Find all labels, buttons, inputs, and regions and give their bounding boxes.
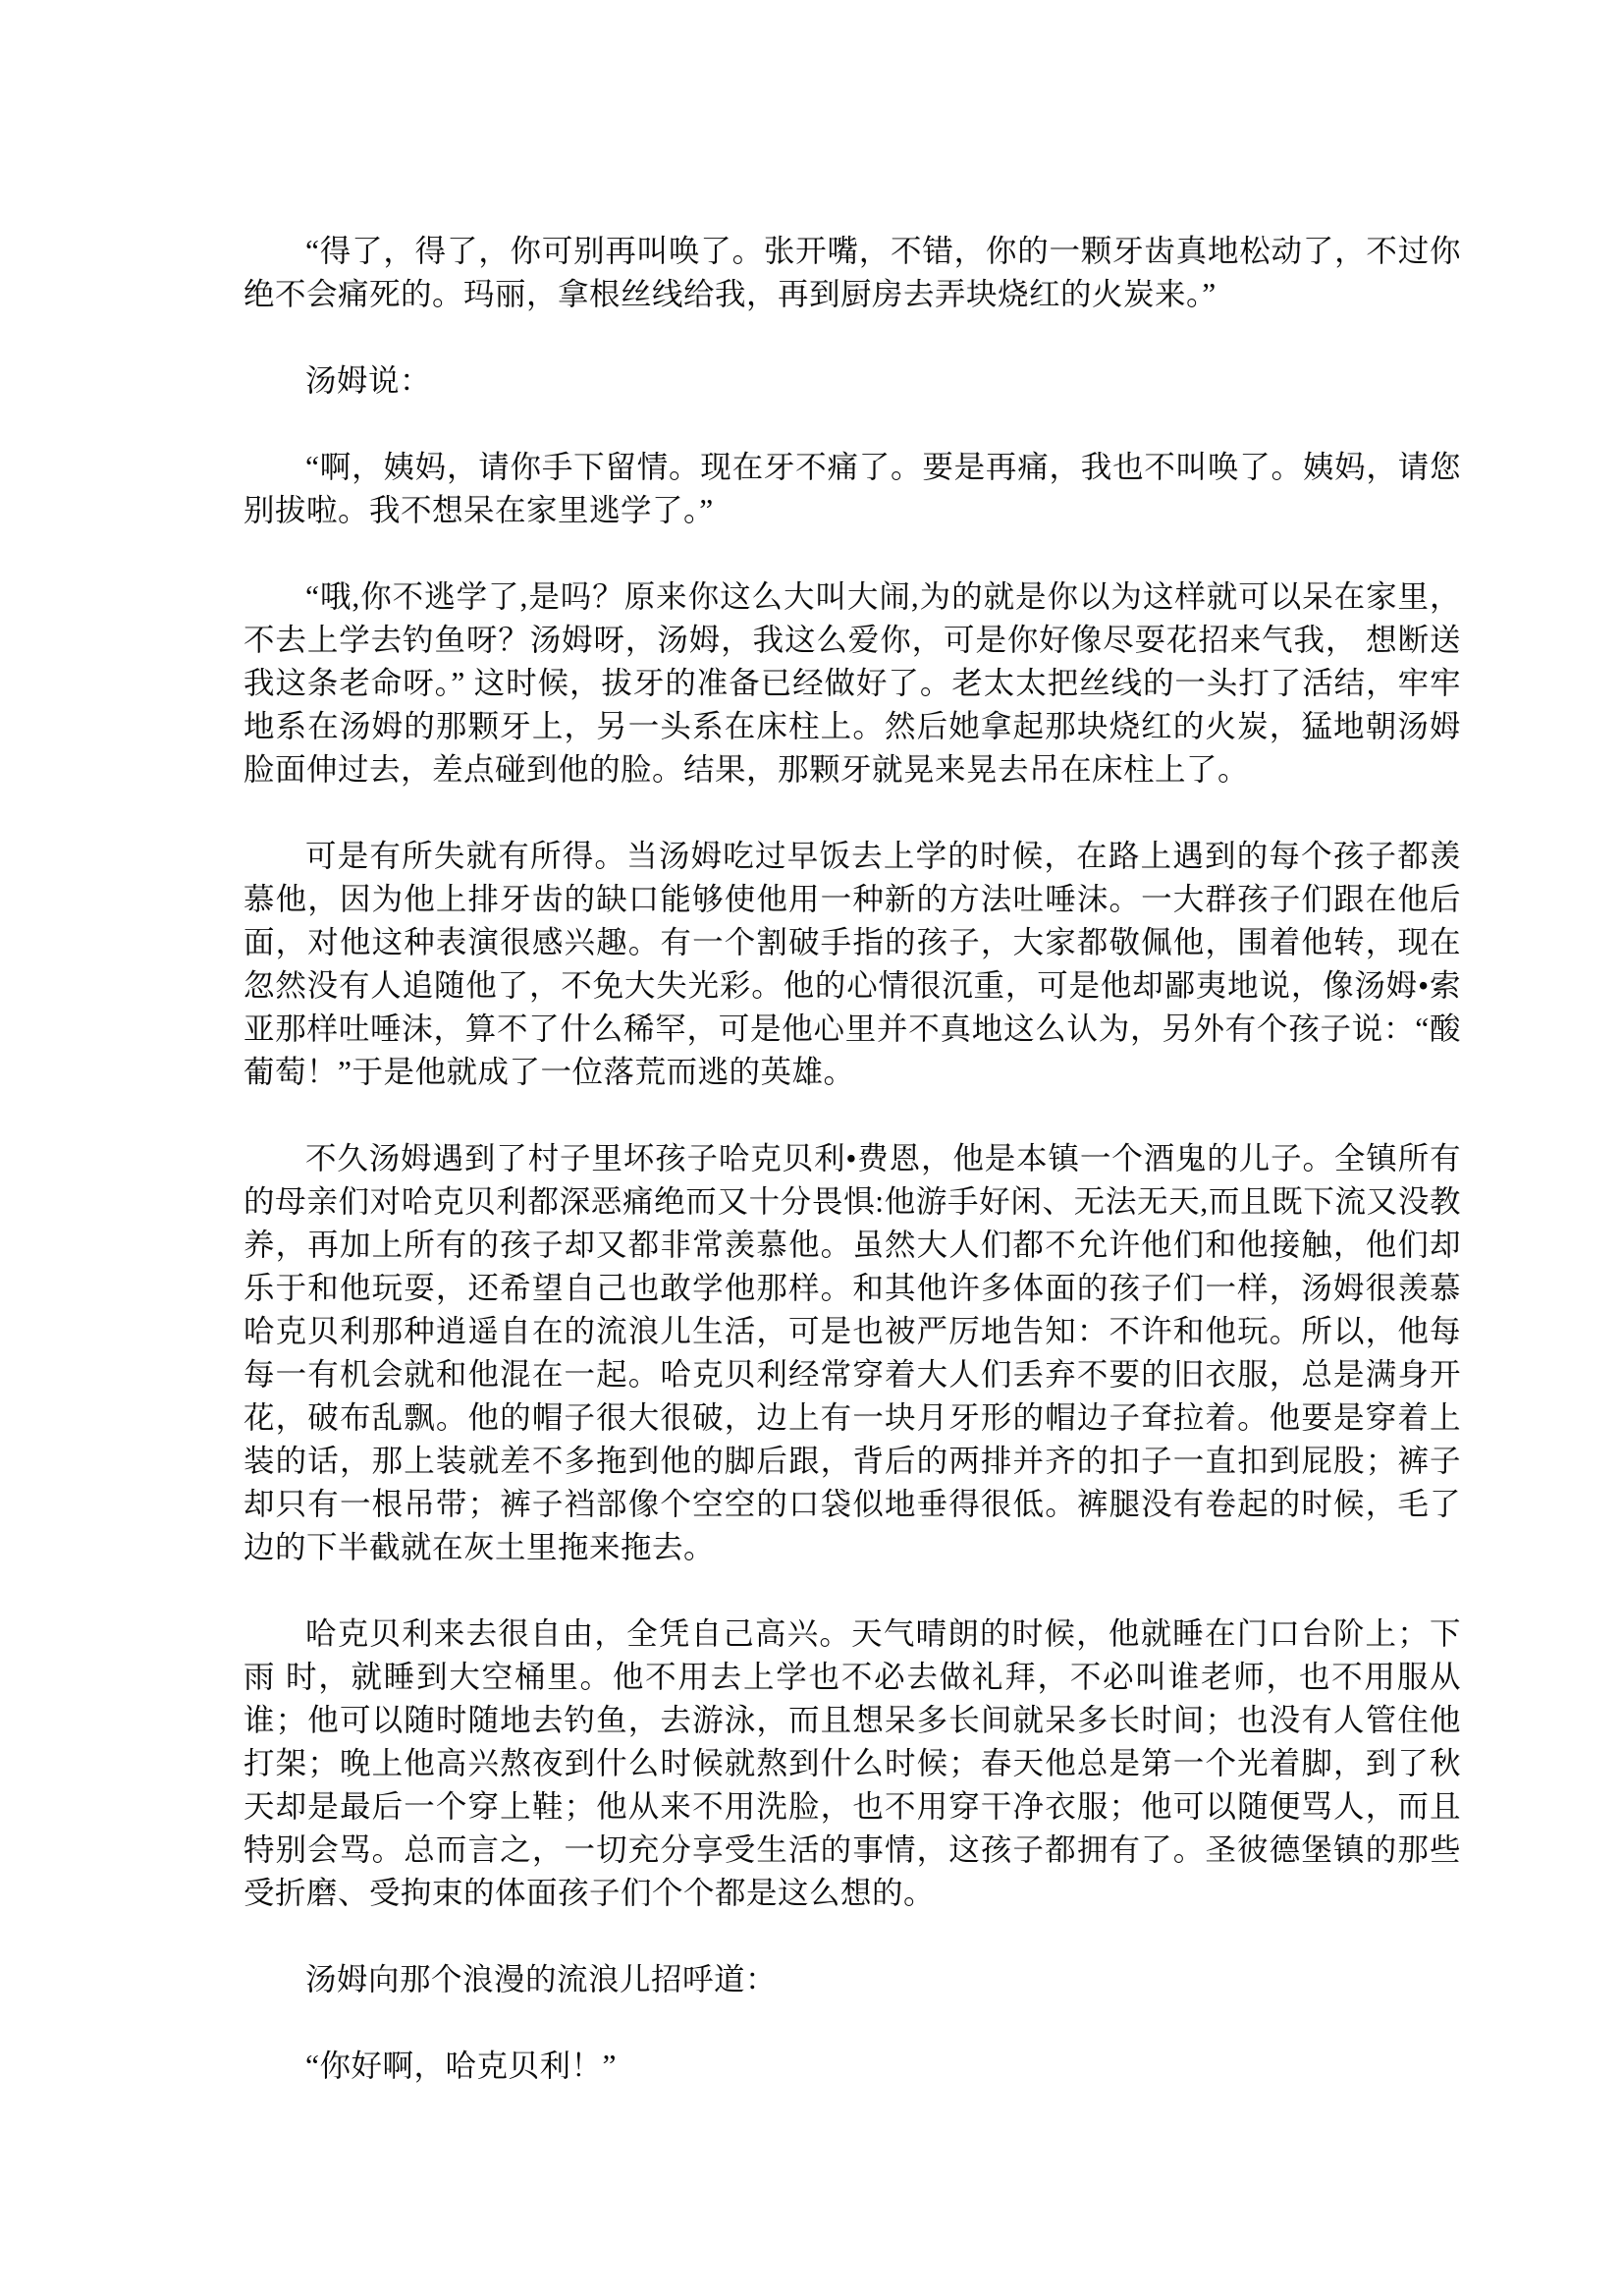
paragraph: “哦,你不逃学了,是吗？原来你这么大叫大闹,为的就是你以为这样就可以呆在家里，不去上学去钓鱼呀？汤姆呀，汤姆，我这么爱你，可是你好像尽耍花招来气我， 想断送我这条老命呀。” 这时候，拔牙的准备已经做好了。老太太把丝线的一头打了活结，牢牢地系在汤姆的那颗牙上，另一头系在床柱上。然后她拿起那块烧红的火炭，猛地朝汤姆脸面伸过去，差点碰到他的脸。结果，那颗牙就晃来晃去吊在床柱上了。 [243, 579, 1461, 787]
paragraph: 汤姆说： [305, 363, 432, 398]
paragraph: “啊，姨妈，请你手下留情。现在牙不痛了。要是再痛，我也不叫唤了。姨妈，请您别拔啦。我不想呆在家里逃学了。” [243, 450, 1461, 527]
paragraph: 可是有所失就有所得。当汤姆吃过早饭去上学的时候，在路上遇到的每个孩子都羡慕他，因为他上排牙齿的缺口能够使他用一种新的方法吐唾沫。一大群孩子们跟在他后面，对他这种表演很感兴趣。有一个割破手指的孩子，大家都敬佩他，围着他转，现在忽然没有人追随他了，不免大失光彩。他的心情很沉重，可是他却鄙夷地说，像汤姆•索亚那样吐唾沫，算不了什么稀罕，可是他心里并不真地这么认为，另外有个孩子说：“酸葡萄！”于是他就成了一位落荒而逃的英雄。 [243, 839, 1461, 1089]
text-column [243, 230, 1461, 2131]
paragraph: “得了，得了，你可别再叫唤了。张开嘴，不错，你的一颗牙齿真地松动了，不过你绝不会痛死的。玛丽，拿根丝线给我，再到厨房去弄块烧红的火炭来。” [243, 234, 1461, 311]
paragraph: 汤姆向那个浪漫的流浪儿招呼道： [305, 1962, 778, 1996]
paragraph: “你好啊，哈克贝利！” [305, 2049, 617, 2083]
paragraph: 不久汤姆遇到了村子里坏孩子哈克贝利•费恩，他是本镇一个酒鬼的儿子。全镇所有的母亲们对哈克贝利都深恶痛绝而又十分畏惧:他游手好闲、无法无天,而且既下流又没教养，再加上所有的孩子却又都非常羡慕他。虽然大人们都不允许他们和他接触，他们却乐于和他玩耍，还希望自己也敢学他那样。和其他许多体面的孩子们一样，汤姆很羡慕哈克贝利那种逍遥自在的流浪儿生活，可是也被严厉地告知：不许和他玩。所以，他每每一有机会就和他混在一起。哈克贝利经常穿着大人们丢弃不要的旧衣服，总是满身开花，破布乱飘。他的帽子很大很破，边上有一块月牙形的帽边子耷拉着。他要是穿着上装的话，那上装就差不多拖到他的脚后跟，背后的两排并齐的扣子一直扣到屁股；裤子却只有一根吊带；裤子裆部像个空空的口袋似地垂得很低。裤腿没有卷起的时候，毛了边的下半截就在灰土里拖来拖去。 [243, 1141, 1461, 1564]
paragraph: 哈克贝利来去很自由，全凭自己高兴。天气晴朗的时候，他就睡在门口台阶上；下雨 时，就睡到大空桶里。他不用去上学也不必去做礼拜，不必叫谁老师，也不用服从谁；他可以随时随地去钓鱼，去游泳，而且想呆多长间就呆多长时间；也没有人管住他打架；晚上他高兴熬夜到什么时候就熬到什么时候；春天他总是第一个光着脚，到了秋天却是最后一个穿上鞋；他从来不用洗脸，也不用穿干净衣服；他可以随便骂人，而且特别会骂。总而言之，一切充分享受生活的事情，这孩子都拥有了。圣彼德堡镇的那些受折磨、受拘束的体面孩子们个个都是这么想的。 [243, 1616, 1461, 1910]
